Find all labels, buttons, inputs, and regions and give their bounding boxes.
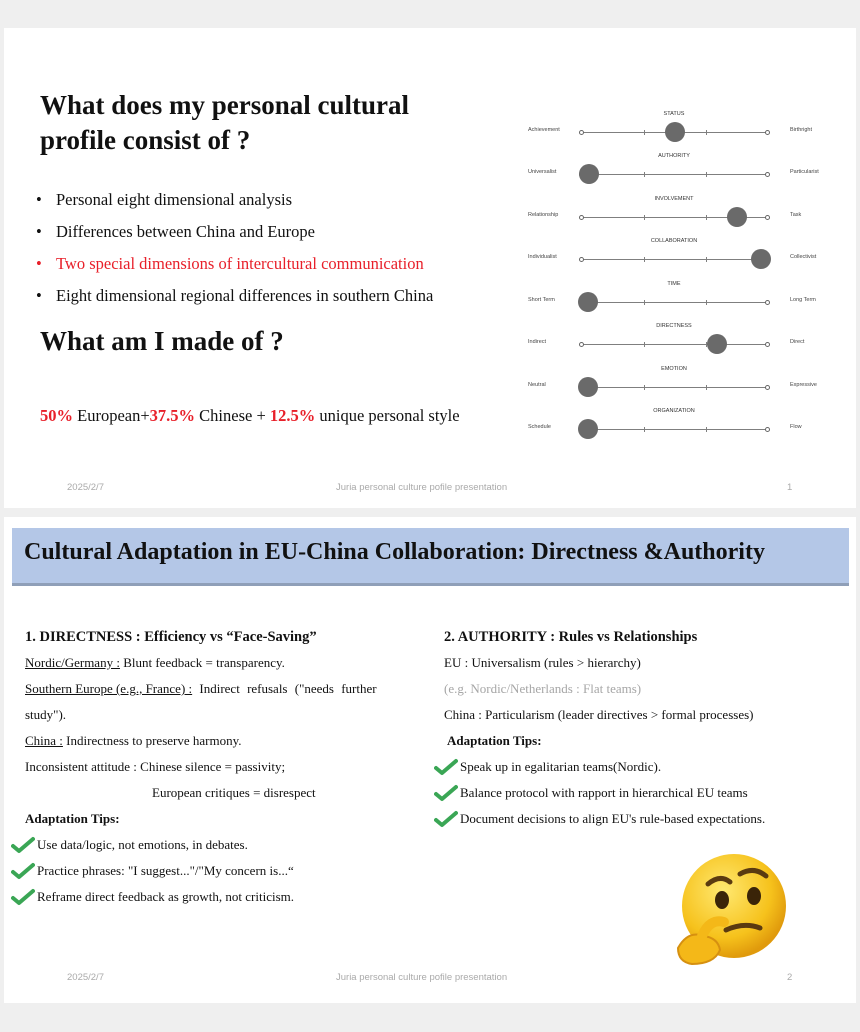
title-banner — [12, 528, 849, 586]
pct-european: 50% — [40, 406, 73, 425]
dimension-slider-directness — [524, 316, 824, 358]
slider-end — [765, 172, 770, 177]
slider-knob — [707, 334, 727, 354]
authority-column — [444, 624, 844, 832]
bullet-item: • Personal eight dimensional analysis — [36, 190, 293, 209]
footer-date: 2025/2/7 — [67, 482, 104, 493]
slider-tick — [706, 130, 707, 135]
tips-title: Adaptation Tips: — [25, 811, 120, 826]
check-icon — [11, 862, 35, 880]
slider-tick — [644, 215, 645, 220]
check-icon — [11, 836, 35, 854]
slider-track — [582, 344, 768, 345]
inconsistent-line: Inconsistent attitude : Chinese silence = passivity; — [25, 759, 286, 774]
composition-line: 50% European+37.5% Chinese + 12.5% unique personal style — [40, 406, 460, 425]
dimension-left-label: Neutral — [528, 382, 546, 388]
slide-2 — [4, 517, 856, 1003]
dimension-slider-authority — [524, 146, 824, 188]
tip-item: Balance protocol with rapport in hierarchical EU teams — [434, 780, 844, 806]
dimension-right-label: Birthright — [790, 127, 813, 133]
dimension-slider-time — [524, 274, 824, 316]
dimension-name: COLLABORATION — [650, 238, 698, 244]
dimension-right-label: Flow — [790, 424, 802, 430]
nordic-example-line: (e.g. Nordic/Netherlands : Flat teams) — [444, 681, 642, 696]
tip-item: Speak up in egalitarian teams(Nordic). — [434, 754, 844, 780]
dimension-left-label: Achievement — [528, 127, 560, 133]
southern-europe-line-cont: study"). — [25, 707, 67, 722]
dimension-slider-status — [524, 104, 824, 146]
slider-tick — [644, 257, 645, 262]
footer-title: Juria personal culture pofile presentation — [336, 482, 508, 493]
dimension-name: TIME — [667, 281, 681, 287]
slider-knob — [727, 207, 747, 227]
slider-end — [579, 257, 584, 262]
slider-end — [765, 385, 770, 390]
directness-heading: 1. DIRECTNESS : Efficiency vs “Face-Saving” — [25, 629, 317, 645]
dimension-right-label: Particularist — [790, 169, 819, 175]
slider-end — [765, 300, 770, 305]
page-number: 1 — [787, 482, 793, 493]
dimension-left-label: Relationship — [528, 212, 559, 218]
slider-tick — [706, 172, 707, 177]
dimension-left-label: Individualist — [528, 254, 557, 260]
slider-knob — [578, 419, 598, 439]
slider-tick — [644, 342, 645, 347]
slider-tick — [706, 257, 707, 262]
slide-1-bullet-list — [36, 184, 433, 312]
slider-tick — [644, 427, 645, 432]
authority-heading: 2. AUTHORITY : Rules vs Relationships — [444, 629, 698, 645]
dimension-slider-involvement — [524, 189, 824, 231]
slider-end — [765, 215, 770, 220]
slider-tick — [644, 300, 645, 305]
bullet-item: • Two special dimensions of intercultural communication — [36, 254, 424, 273]
bullet-item: • Eight dimensional regional differences in southern China — [36, 286, 434, 305]
tips-title: Adaptation Tips: — [447, 733, 542, 748]
slide-2-title: Cultural Adaptation in EU-China Collaboration: Directness &Authority — [24, 539, 765, 565]
slider-track — [582, 429, 768, 430]
dimension-right-label: Long Term — [790, 297, 816, 303]
china-line: China : Particularism (leader directives > formal processes) — [444, 707, 754, 722]
dimension-right-label: Expressive — [790, 382, 817, 388]
dimension-left-label: Schedule — [528, 424, 551, 430]
check-icon — [434, 810, 458, 828]
pct-chinese: 37.5% — [149, 406, 196, 425]
slider-end — [579, 130, 584, 135]
tip-item: Reframe direct feedback as growth, not criticism. — [11, 884, 425, 910]
dimension-name: EMOTION — [661, 366, 687, 372]
tip-item: Use data/logic, not emotions, in debates. — [11, 832, 425, 858]
slider-end — [765, 130, 770, 135]
footer-title: Juria personal culture pofile presentation — [336, 972, 508, 983]
southern-europe-line: Southern Europe (e.g., France) : Indirect refusals ("needs further — [25, 681, 377, 696]
slider-track — [582, 387, 768, 388]
dimension-right-label: Task — [790, 212, 802, 218]
footer-date: 2025/2/7 — [67, 972, 104, 983]
dimension-slider-emotion — [524, 359, 824, 401]
slider-knob — [665, 122, 685, 142]
slider-tick — [706, 427, 707, 432]
eu-line: EU : Universalism (rules > hierarchy) — [444, 655, 641, 670]
dimension-name: ORGANIZATION — [653, 408, 695, 414]
check-icon — [434, 784, 458, 802]
tip-item: Document decisions to align EU's rule-based expectations. — [434, 806, 844, 832]
slider-tick — [706, 215, 707, 220]
slider-knob — [751, 249, 771, 269]
slider-tick — [644, 172, 645, 177]
directness-column — [25, 624, 425, 910]
slider-track — [582, 302, 768, 303]
slider-knob — [579, 164, 599, 184]
slider-tick — [706, 385, 707, 390]
dimension-right-label: Collectivist — [790, 254, 817, 260]
bullet-item: • Differences between China and Europe — [36, 222, 316, 241]
page-number: 2 — [787, 972, 793, 983]
slider-tick — [644, 385, 645, 390]
pct-personal: 12.5% — [269, 406, 316, 425]
dimension-left-label: Universalist — [528, 169, 557, 175]
dimension-right-label: Direct — [790, 339, 805, 345]
critiques-line: European critiques = disrespect — [152, 785, 316, 800]
tip-item: Practice phrases: "I suggest..."/"My concern is...“ — [11, 858, 425, 884]
slider-track — [582, 259, 768, 260]
slider-end — [579, 342, 584, 347]
check-icon — [434, 758, 458, 776]
nordic-line: Nordic/Germany : Blunt feedback = transparency. — [25, 655, 285, 670]
slider-end — [765, 342, 770, 347]
slide-1-subtitle: What am I made of ? — [40, 326, 284, 356]
dimension-slider-organization — [524, 401, 824, 443]
dimension-name: AUTHORITY — [658, 153, 690, 159]
slider-knob — [578, 377, 598, 397]
slider-tick — [644, 130, 645, 135]
slider-knob — [578, 292, 598, 312]
dimension-name: STATUS — [663, 111, 685, 117]
slider-end — [579, 215, 584, 220]
dimension-left-label: Short Term — [528, 297, 555, 303]
china-line: China : Indirectness to preserve harmony. — [25, 733, 242, 748]
slide-1-title: What does my personal cultural profile consist of ? — [40, 90, 410, 155]
dimension-slider-collaboration — [524, 231, 824, 273]
slider-end — [765, 427, 770, 432]
dimension-name: INVOLVEMENT — [654, 196, 694, 202]
slider-tick — [706, 300, 707, 305]
check-icon — [11, 888, 35, 906]
dimension-name: DIRECTNESS — [656, 323, 692, 329]
slider-track — [582, 174, 768, 175]
slide-1 — [4, 28, 856, 508]
thinking-face-icon — [668, 852, 788, 972]
dimension-left-label: Indirect — [528, 339, 547, 345]
